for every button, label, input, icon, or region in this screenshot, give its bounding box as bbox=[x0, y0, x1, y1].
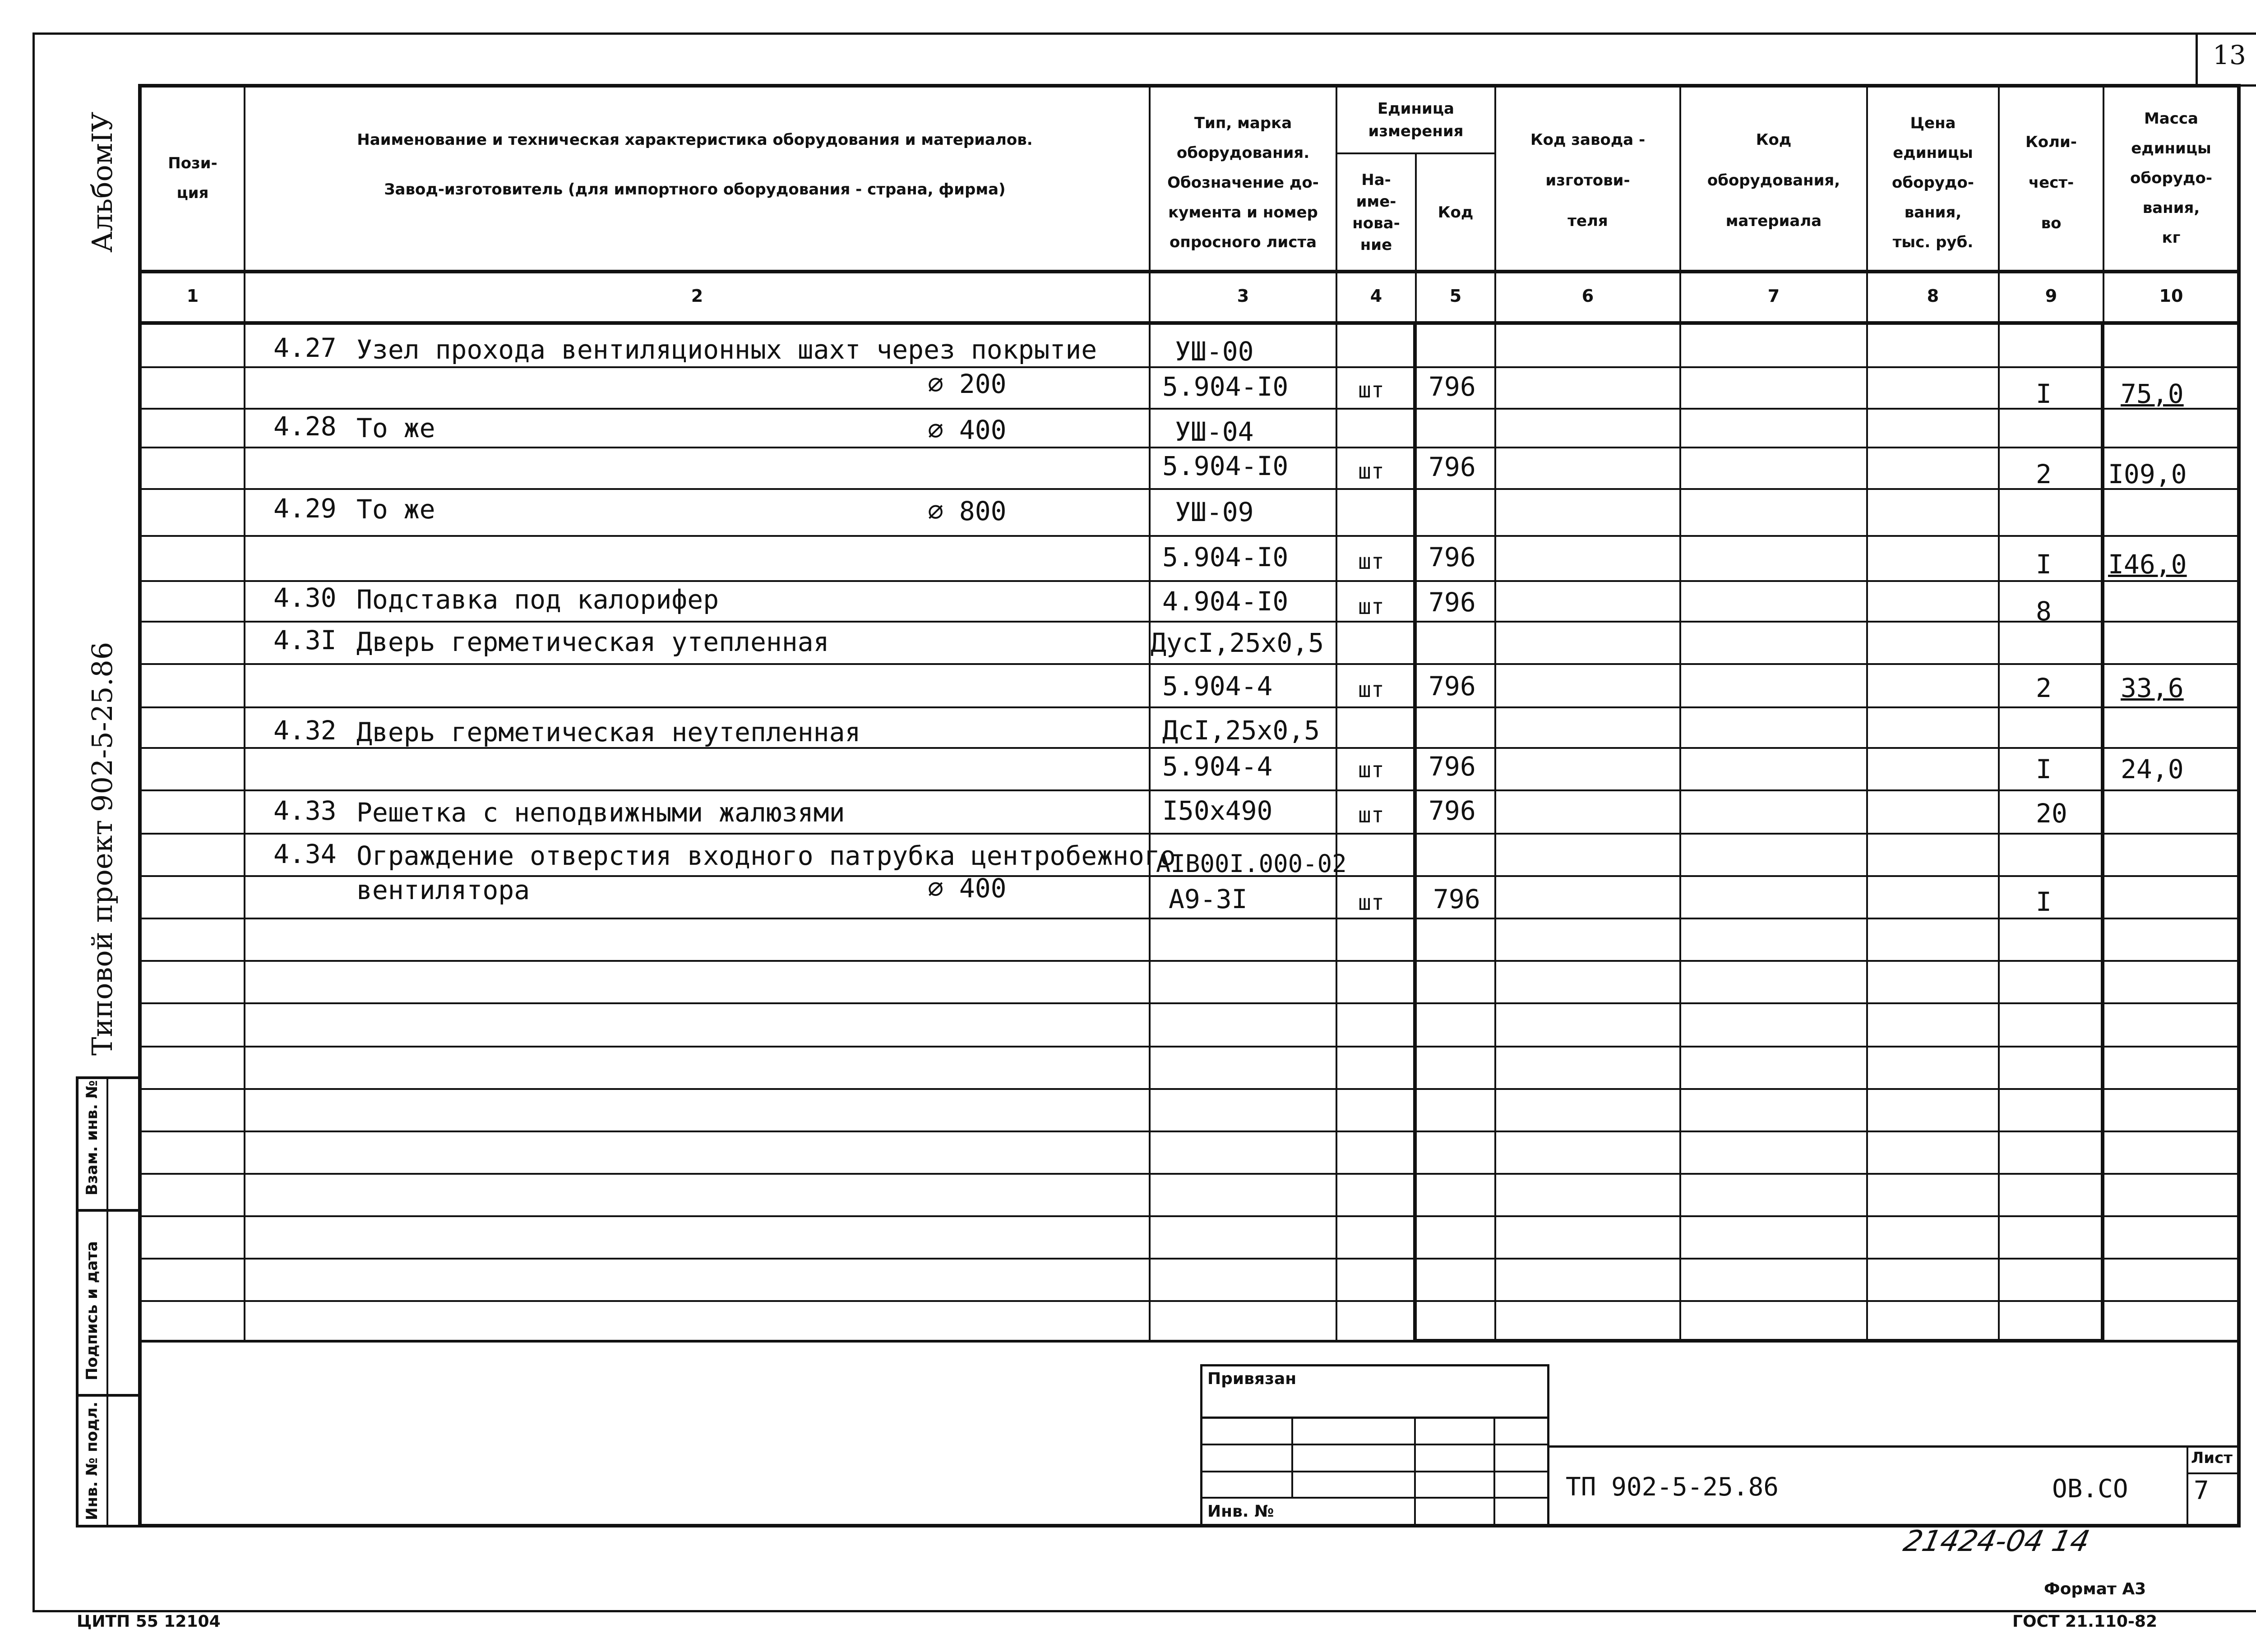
privyazan-label: Привязан bbox=[1207, 1370, 1297, 1388]
header-quantity: Коли- чест- во bbox=[2025, 133, 2077, 232]
doc-code: ТП 902-5-25.86 bbox=[1566, 1472, 1779, 1502]
privyazan-vline-1 bbox=[1291, 1417, 1293, 1497]
header-price: Цена единицы оборудо- вания, тыс. руб. bbox=[1892, 114, 1974, 251]
type-4-34b: A9-3I bbox=[1169, 884, 1248, 914]
colnum-bottom-line bbox=[138, 321, 2241, 325]
code-4-28: 796 bbox=[1428, 452, 1476, 482]
dia-4-27: ⌀ 200 bbox=[928, 369, 1007, 399]
qty-4-33: 20 bbox=[2036, 798, 2067, 829]
type-4-31b: 5.904-4 bbox=[1162, 671, 1273, 701]
code-4-31: 796 bbox=[1428, 671, 1476, 701]
privyazan-vline-3 bbox=[1493, 1417, 1495, 1527]
unit-4-29: шт bbox=[1358, 549, 1384, 574]
left-strip-divider bbox=[106, 1076, 108, 1527]
pos-4-34: 4.34 bbox=[273, 839, 337, 869]
row-line bbox=[138, 918, 2241, 919]
unit-4-27: шт bbox=[1358, 378, 1384, 403]
unit-4-30: шт bbox=[1358, 594, 1384, 619]
colnum-6: 6 bbox=[1581, 286, 1594, 306]
footer-left: ЦИТП 55 12104 bbox=[77, 1612, 221, 1631]
type-4-28: УШ-04 bbox=[1175, 416, 1254, 447]
format-label: Формат А3 bbox=[2044, 1580, 2146, 1598]
dia-4-34: ⌀ 400 bbox=[928, 873, 1007, 904]
unit-4-34: шт bbox=[1358, 890, 1384, 915]
qty-4-32: I bbox=[2036, 754, 2052, 784]
row-line bbox=[138, 1046, 2241, 1047]
header-name-line1: Наименование и техническая характеристика оборудования и материалов. bbox=[357, 131, 1033, 149]
code-4-32: 796 bbox=[1428, 751, 1476, 782]
colnum-3: 3 bbox=[1237, 286, 1249, 306]
header-unit-name: На- име- нова- ние bbox=[1352, 171, 1400, 254]
code-4-29: 796 bbox=[1428, 542, 1476, 572]
colnum-10: 10 bbox=[2159, 286, 2183, 306]
mass-4-27: 75,0 bbox=[2121, 378, 2184, 409]
sheet-label: Лист bbox=[2191, 1449, 2233, 1467]
side-project-code: 902-5-25.86 bbox=[86, 641, 119, 812]
side-inv-vzam: Взам. инв. № bbox=[83, 1080, 101, 1195]
code-4-30: 796 bbox=[1428, 587, 1476, 618]
name-4-33: Решетка с неподвижными жалюзями bbox=[356, 797, 845, 828]
corner-sheet-number: 13 bbox=[2213, 40, 2246, 70]
type-4-29: УШ-09 bbox=[1175, 497, 1254, 527]
header-position: Пози- ция bbox=[168, 154, 217, 202]
name-4-27: Узел прохода вентиляционных шахт через покрытие bbox=[356, 334, 1097, 365]
name-4-32: Дверь герметическая неутепленная bbox=[356, 717, 861, 748]
type-4-31: ДусI,25x0,5 bbox=[1151, 628, 1324, 658]
mass-4-29: I46,0 bbox=[2108, 549, 2187, 580]
colnum-9: 9 bbox=[2045, 286, 2057, 306]
header-equipment-code: Код оборудования, материала bbox=[1707, 131, 1840, 230]
code-4-33: 796 bbox=[1428, 795, 1476, 826]
side-album-label: АльбомIУ bbox=[86, 111, 119, 253]
mass-4-32: 24,0 bbox=[2121, 754, 2184, 784]
colnum-1: 1 bbox=[186, 286, 199, 306]
name-4-29: То же bbox=[356, 494, 435, 525]
colnum-2: 2 bbox=[691, 286, 703, 306]
type-4-29b: 5.904-I0 bbox=[1162, 542, 1289, 572]
row-line bbox=[138, 1173, 2241, 1175]
row-line bbox=[138, 960, 2241, 962]
side-podpis-data: Подпись и дата bbox=[83, 1241, 101, 1380]
pos-4-32: 4.32 bbox=[273, 715, 337, 746]
code-4-27: 796 bbox=[1428, 371, 1476, 402]
type-4-28b: 5.904-I0 bbox=[1162, 451, 1289, 481]
row-line bbox=[138, 1215, 2241, 1217]
privyazan-line bbox=[1200, 1417, 1549, 1419]
row-line bbox=[138, 621, 2241, 623]
pos-4-33: 4.33 bbox=[273, 795, 337, 826]
privyazan-vline-2 bbox=[1414, 1417, 1416, 1527]
dia-4-28: ⌀ 400 bbox=[928, 415, 1007, 445]
dia-4-29: ⌀ 800 bbox=[928, 496, 1007, 526]
unit-4-28: шт bbox=[1358, 459, 1384, 484]
unit-4-32: шт bbox=[1358, 757, 1384, 783]
table-body-bottom bbox=[138, 1340, 2241, 1343]
name-4-34: Ограждение отверстия входного патрубка центробежного bbox=[356, 840, 1176, 871]
mass-4-28: I09,0 bbox=[2108, 459, 2187, 489]
type-4-34: AIB00I.000-02 bbox=[1156, 849, 1347, 878]
left-strip-sep-1 bbox=[76, 1209, 142, 1212]
left-strip-sep-2 bbox=[76, 1394, 142, 1397]
colnum-4: 4 bbox=[1370, 286, 1382, 306]
row-line bbox=[138, 1300, 2241, 1302]
row-line bbox=[138, 408, 2241, 410]
privyazan-grid-3 bbox=[1200, 1497, 1549, 1499]
colnum-8: 8 bbox=[1927, 286, 1939, 306]
header-name-line2: Завод-изготовитель (для импортного оборудования - страна, фирма) bbox=[384, 180, 1006, 198]
colnum-5: 5 bbox=[1449, 286, 1462, 306]
name-4-28: То же bbox=[356, 413, 435, 443]
qty-4-29: I bbox=[2036, 549, 2052, 580]
header-type: Тип, марка оборудования. Обозначение до- кумента и номер опросного листа bbox=[1167, 114, 1319, 251]
row-line bbox=[138, 789, 2241, 791]
pos-4-31: 4.3I bbox=[273, 625, 337, 655]
name-4-30: Подставка под калорифер bbox=[356, 584, 719, 615]
header-unit-code: Код bbox=[1438, 203, 1474, 221]
row-line bbox=[138, 833, 2241, 835]
header-unit-group: Единица измерения bbox=[1368, 100, 1464, 140]
inv-no-label: Инв. № bbox=[1207, 1502, 1274, 1521]
footer-right: ГОСТ 21.110-82 bbox=[2012, 1612, 2158, 1631]
type-4-27b: 5.904-I0 bbox=[1162, 371, 1289, 402]
colnum-7: 7 bbox=[1767, 286, 1780, 306]
type-4-30: 4.904-I0 bbox=[1162, 586, 1289, 617]
row-line bbox=[138, 535, 2241, 537]
qty-4-28: 2 bbox=[2036, 459, 2052, 489]
row-line bbox=[138, 1258, 2241, 1260]
sheet-number: 7 bbox=[2194, 1476, 2209, 1505]
unit-4-31: шт bbox=[1358, 677, 1384, 702]
privyazan-grid-1 bbox=[1200, 1444, 1549, 1445]
pos-4-29: 4.29 bbox=[273, 493, 337, 524]
row-line bbox=[138, 706, 2241, 708]
pos-4-27: 4.27 bbox=[273, 332, 337, 363]
sheet-box-mid bbox=[2187, 1472, 2241, 1474]
side-inv-podl: Инв. № подл. bbox=[83, 1401, 101, 1520]
unit-group-line bbox=[1336, 152, 1496, 154]
handwritten-number: 21424-04 14 bbox=[1900, 1525, 2093, 1558]
unit-4-33: шт bbox=[1358, 803, 1384, 828]
pos-4-30: 4.30 bbox=[273, 582, 337, 613]
type-4-32b: 5.904-4 bbox=[1162, 751, 1273, 782]
type-4-32: ДсI,25x0,5 bbox=[1162, 715, 1320, 746]
row-line bbox=[138, 488, 2241, 490]
doc-mark: ОВ.СО bbox=[2052, 1474, 2128, 1504]
row-line bbox=[138, 1002, 2241, 1004]
row-line bbox=[138, 580, 2241, 582]
type-4-33: I50x490 bbox=[1162, 795, 1273, 826]
header-factory-code: Код завода - изготови- теля bbox=[1530, 131, 1646, 230]
qty-4-31: 2 bbox=[2036, 673, 2052, 703]
qty-4-30: 8 bbox=[2036, 596, 2052, 627]
sheet-box-left bbox=[2187, 1445, 2188, 1527]
row-line bbox=[138, 663, 2241, 665]
header-mass: Масса единицы оборудо- вания, кг bbox=[2130, 110, 2212, 247]
qty-4-34: I bbox=[2036, 886, 2052, 917]
row-line bbox=[138, 1088, 2241, 1090]
side-project-type: Типовой проект bbox=[86, 820, 119, 1056]
privyazan-grid-2 bbox=[1200, 1471, 1549, 1472]
code-4-34: 796 bbox=[1433, 884, 1480, 914]
title-block-top bbox=[1549, 1445, 2241, 1448]
mass-4-31: 33,6 bbox=[2121, 673, 2184, 703]
pos-4-28: 4.28 bbox=[273, 411, 337, 442]
row-line bbox=[138, 1131, 2241, 1132]
qty-4-27: I bbox=[2036, 378, 2052, 409]
name-4-34b: вентилятора bbox=[356, 875, 530, 905]
name-4-31: Дверь герметическая утепленная bbox=[356, 627, 829, 657]
header-bottom-line bbox=[138, 270, 2241, 273]
type-4-27: УШ-00 bbox=[1175, 336, 1254, 367]
